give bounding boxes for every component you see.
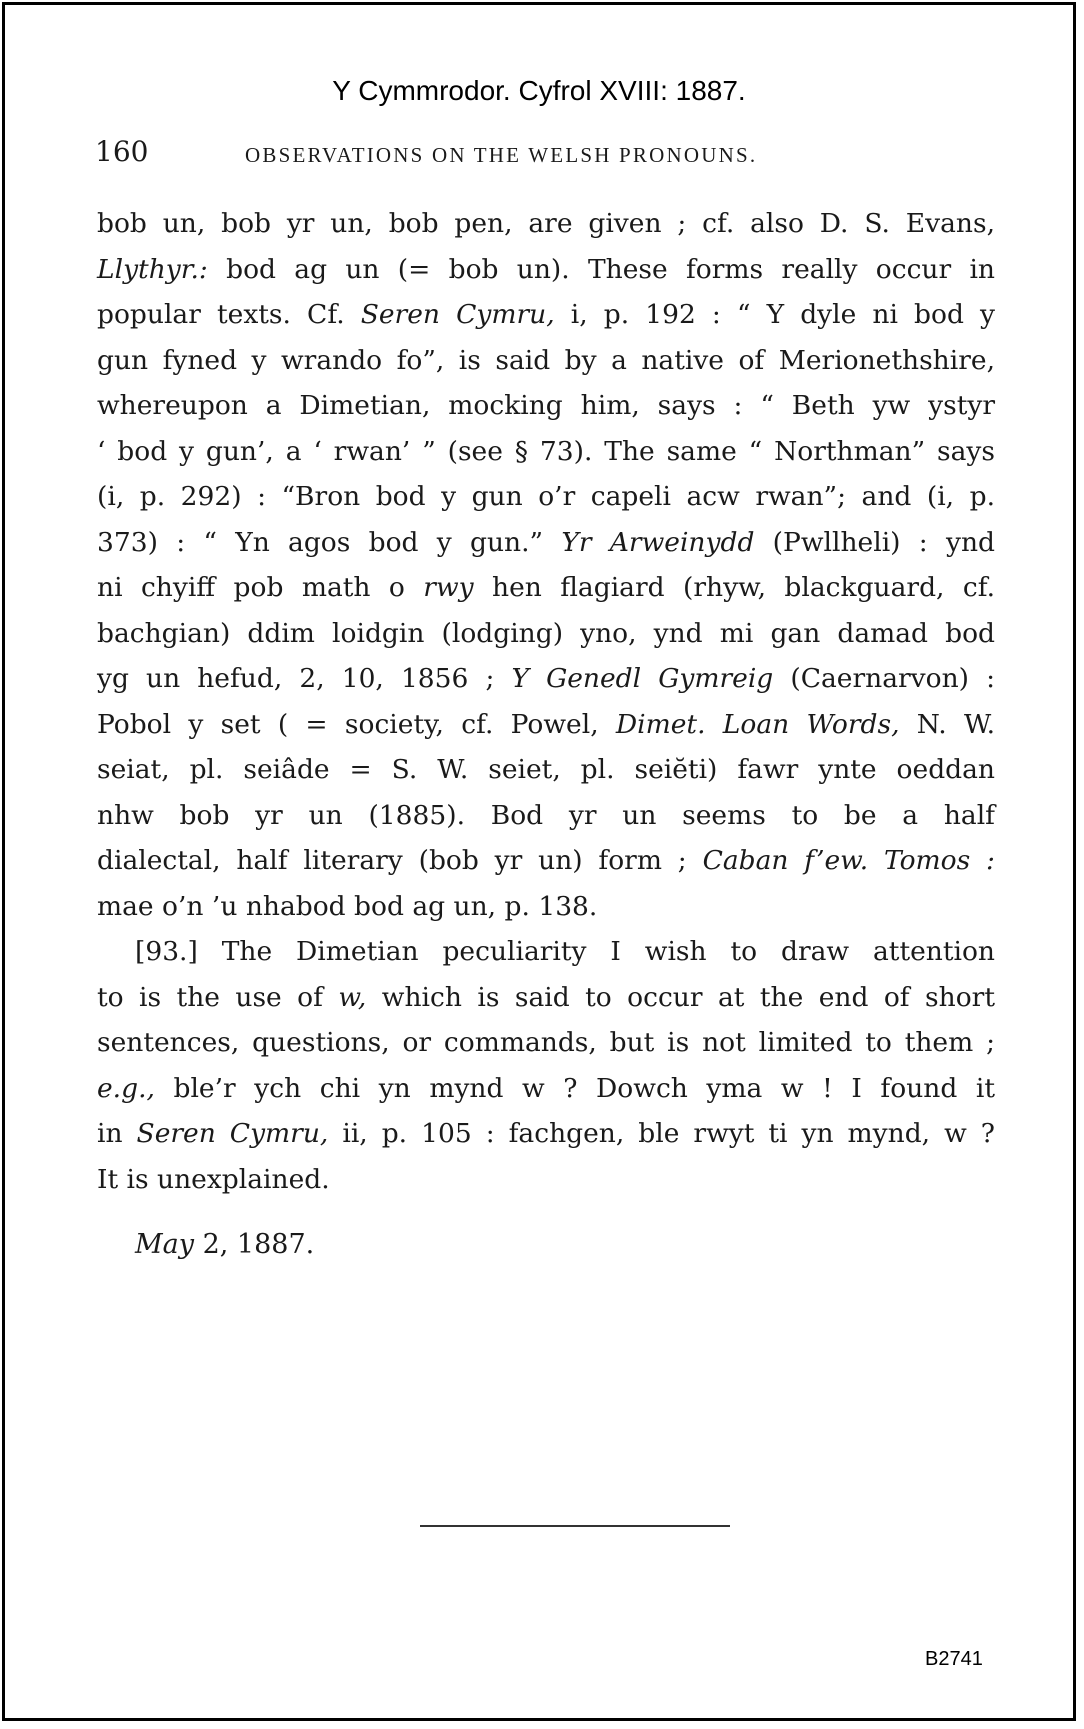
catalog-id: B2741 <box>925 1648 983 1670</box>
text-line: seiat, pl. seiâde = S. W. seiet, pl. seiĕti) fawr ynte oeddan <box>97 754 995 785</box>
text-line: popular texts. Cf. Seren Cymru, i, p. 192 : “ Y dyle ni bod y <box>97 299 995 330</box>
text-line: whereupon a Dimetian, mocking him, says : “ Beth yw ystyr <box>97 390 995 421</box>
text-line: Pobol y set ( = society, cf. Powel, Dimet. Loan Words, N. W. <box>97 708 996 740</box>
text-line: bachgian) ddim loidgin (lodging) yno, ynd mi gan damad bod <box>97 617 995 649</box>
text-line: in Seren Cymru, ii, p. 105 : fachgen, ble rwyt ti yn mynd, w ? <box>97 1118 995 1149</box>
body-text <box>97 201 995 1202</box>
text-line: ‘ bod y gun’, a ‘ rwan’ ” (see § 73). The same “ Northman” says <box>97 435 995 467</box>
text-line: Llythyr.: bod ag un (= bob un). These forms really occur in <box>97 253 995 285</box>
page-number: 160 <box>95 135 149 168</box>
running-head <box>95 135 995 175</box>
date-line: May 2, 1887. <box>135 1229 315 1260</box>
text-line: bob un, bob yr un, bob pen, are given ; cf. also D. S. Evans, <box>97 208 995 239</box>
end-rule-divider <box>420 1525 730 1527</box>
text-line: gun fyned y wrando fo”, is said by a native of Merionethshire, <box>97 344 995 376</box>
text-line: ni chyiff pob math o rwy hen flagiard (rhyw, blackguard, cf. <box>97 572 995 603</box>
text-line: sentences, questions, or commands, but is not limited to them ; <box>97 1027 995 1058</box>
paragraph-93-start: [93.] The Dimetian peculiarity I wish to draw attention <box>135 936 995 967</box>
text-line: 373) : “ Yn agos bod y gun.” Yr Arweinydd (Pwllheli) : ynd <box>97 526 995 558</box>
text-line: dialectal, half literary (bob yr un) form ; Caban f’ew. Tomos : <box>97 845 995 876</box>
text-line: e.g., ble’r ych chi yn mynd w ? Dowch yma w ! I found it <box>97 1072 995 1104</box>
document-page <box>2 2 1076 1721</box>
text-line: yg un hefud, 2, 10, 1856 ; Y Genedl Gymreig (Caernarvon) : <box>97 663 996 694</box>
text-line: It is unexplained. <box>97 1163 330 1195</box>
text-line: to is the use of w, which is said to occur at the end of short <box>97 981 995 1013</box>
text-line: (i, p. 292) : “Bron bod y gun o’r capeli acw rwan”; and (i, p. <box>97 481 995 512</box>
archive-header: Y Cymmrodor. Cyfrol XVIII: 1887. <box>332 75 746 106</box>
text-line: nhw bob yr un (1885). Bod yr un seems to be a half <box>97 799 995 831</box>
text-line: mae o’n ’u nhabod bod ag un, p. 138. <box>97 890 598 922</box>
running-title: OBSERVATIONS ON THE WELSH PRONOUNS. <box>245 143 758 167</box>
